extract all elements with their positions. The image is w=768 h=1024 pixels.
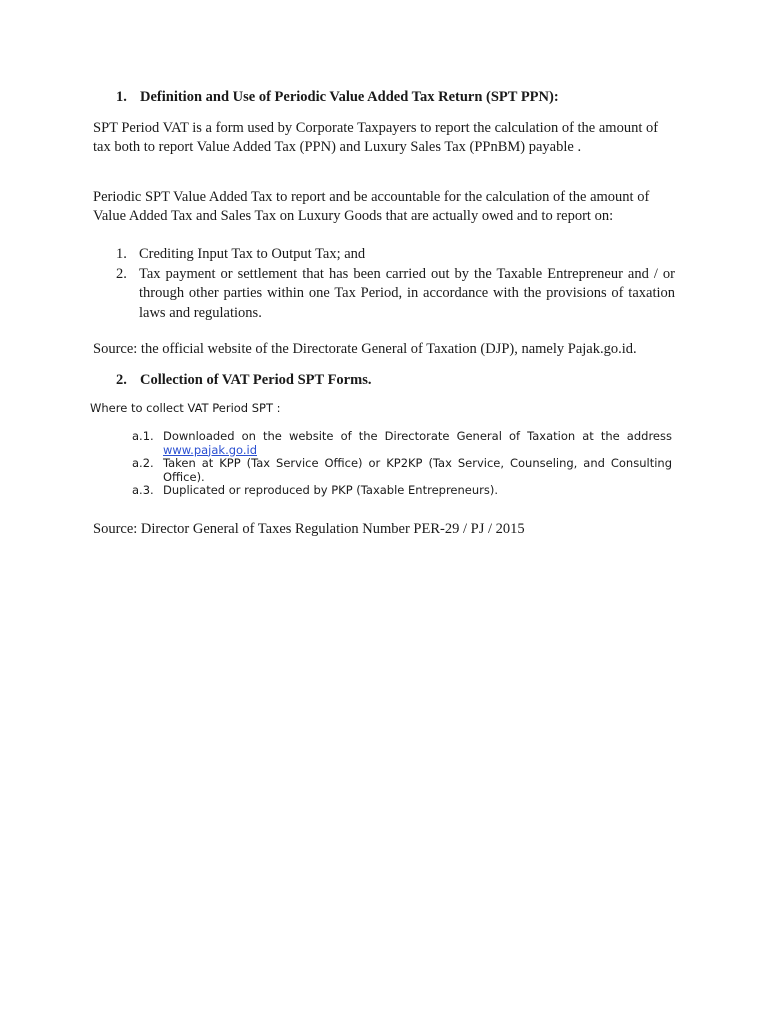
list-item-text: Crediting Input Tax to Output Tax; and bbox=[139, 246, 366, 262]
section-2-intro: Where to collect VAT Period SPT : bbox=[90, 401, 281, 415]
list-item-number: 1. bbox=[116, 246, 127, 262]
list-item bbox=[132, 457, 672, 484]
list-item bbox=[132, 430, 672, 457]
list-item-label: Downloaded on the website of the Directorate General of Taxation at the address bbox=[163, 429, 672, 443]
list-item-text bbox=[163, 430, 672, 457]
section-1-paragraph-2: Periodic SPT Value Added Tax to report and be accountable for the calculation of the amount of Value Added Tax and Sales Tax on Luxury Goods that are actually owed and to report on: bbox=[93, 189, 650, 224]
section-1-number: 1. bbox=[116, 89, 127, 105]
section-1-paragraph-1: SPT Period VAT is a form used by Corporate Taxpayers to report the calculation of the amount of tax both to report Value Added Tax (PPN) and Luxury Sales Tax (PPnBM) payable . bbox=[93, 120, 659, 155]
list-item-number: 2. bbox=[116, 265, 127, 282]
section-2-source: Source: Director General of Taxes Regulation Number PER-29 / PJ / 2015 bbox=[93, 521, 525, 537]
list-item-text: Duplicated or reproduced by PKP (Taxable Entrepreneurs). bbox=[163, 483, 499, 497]
section-2-number: 2. bbox=[116, 372, 127, 388]
list-item-number: a.3. bbox=[132, 483, 154, 497]
section-2-list bbox=[132, 430, 672, 498]
section-2-title: Collection of VAT Period SPT Forms. bbox=[140, 372, 372, 388]
section-1-source: Source: the official website of the Directorate General of Taxation (DJP), namely Pajak.go.id. bbox=[93, 341, 637, 357]
list-item bbox=[93, 265, 675, 324]
list-item-text: Taken at KPP (Tax Service Office) or KP2KP (Tax Service, Counseling, and Consulting Office). bbox=[163, 456, 672, 484]
pajak-website-link[interactable]: www.pajak.go.id bbox=[163, 442, 258, 457]
list-item bbox=[93, 245, 675, 265]
list-item-number: a.1. bbox=[132, 429, 154, 443]
list-item-number: a.2. bbox=[132, 456, 154, 470]
section-1-title: Definition and Use of Periodic Value Added Tax Return (SPT PPN): bbox=[140, 89, 559, 105]
list-item bbox=[132, 484, 672, 498]
section-1-list bbox=[93, 245, 675, 323]
section-2-heading bbox=[116, 371, 371, 390]
section-1-heading bbox=[116, 88, 559, 107]
list-item-text: Tax payment or settlement that has been carried out by the Taxable Entrepreneur and / or through other parties within one Tax Period, in accordance with the provisions of taxation laws and regulations. bbox=[139, 265, 675, 321]
